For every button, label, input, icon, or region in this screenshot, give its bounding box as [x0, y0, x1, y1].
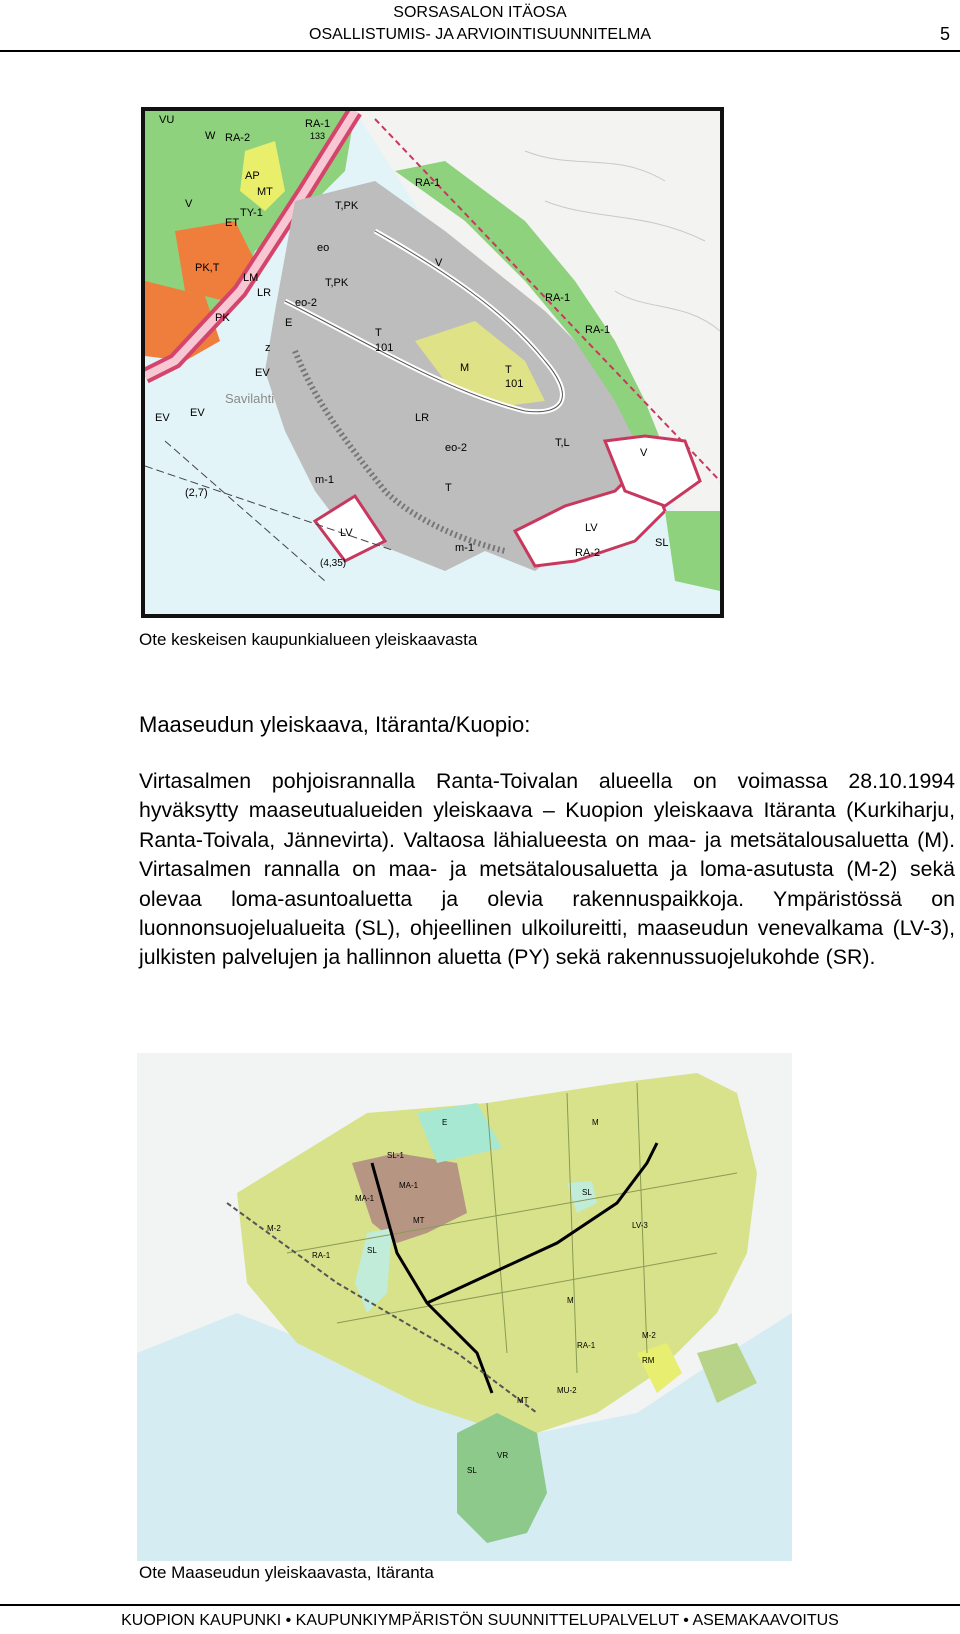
map1-label-eo: eo: [317, 242, 330, 254]
map1-label-101: 101: [375, 342, 394, 354]
map1-label-et: ET: [225, 217, 240, 229]
map2-label-sl-3: SL: [467, 1466, 477, 1475]
map1-label-lv-2: LV: [585, 522, 598, 534]
map1-label-m1: m-1: [315, 474, 334, 486]
map1-label-ap: AP: [245, 170, 260, 182]
map1-label-v-3: V: [640, 447, 648, 459]
map2-caption: Ote Maaseudun yleiskaavasta, Itäranta: [139, 1563, 434, 1582]
map1-label-133: 133: [310, 131, 326, 141]
map1-label-ra2: RA-2: [225, 132, 251, 144]
map2-label-mt-2: MT: [517, 1396, 529, 1405]
map1-label-savilahti: Savilahti: [225, 391, 275, 406]
map1-label-tl: T,L: [555, 437, 570, 449]
map1-label-ev: EV: [255, 367, 270, 379]
map1-label-lm: LM: [243, 272, 259, 284]
map1-label-ev-2: EV: [155, 412, 170, 424]
section-paragraph: Virtasalmen pohjoisrannalla Ranta-Toivalan alueella on voimassa 28.10.1994 hyväksytty maaseutualueiden yleiskaava – Kuopion yleiskaava Itäranta (Kurkiharju, Ranta-Toivala, Jännevirta). Valtaosa lähialueesta on maa- ja metsätalousaluetta (M). Virtasalmen rannalla on maa- ja metsätalousaluetta ja loma-asutusta (M-2) sekä olevaa loma-asuntoaluetta ja olevia rakennuspaikkoja. Ympäristössä on luonnonsuojelualueita (SL), ohjeellinen ulkoilureitti, maaseudun venevalkama (LV-3), julkisten palvelujen ja hallinnon aluetta (PY) sekä rakennussuojelukohde (SR).: [139, 769, 955, 970]
footer-divider: [0, 1604, 960, 1606]
section-heading: Maaseudun yleiskaava, Itäranta/Kuopio:: [139, 712, 531, 737]
map2-label-e: E: [442, 1118, 448, 1127]
map1-label-dim1: (2,7): [185, 487, 208, 499]
map1-label-mt: MT: [257, 186, 273, 198]
map1-caption: Ote keskeisen kaupunkialueen yleiskaavasta: [139, 630, 478, 649]
city-master-plan-map: [141, 107, 724, 618]
map1-label-tpk: T,PK: [335, 200, 359, 212]
map2-label-ra1: RA-1: [312, 1251, 331, 1260]
map1-label-t-2: T: [505, 364, 512, 376]
map1-label-dim2: (4,35): [320, 558, 347, 569]
page-number: 5: [939, 24, 950, 44]
map1-label-ra1-d: RA-1: [585, 324, 611, 336]
map1-label-lv: LV: [340, 527, 353, 539]
map2-label-mu2: MU-2: [557, 1386, 577, 1395]
map1-label-pk: PK: [215, 312, 230, 324]
map1-label-ra1: RA-1: [305, 118, 331, 130]
map1-label-eo2: eo-2: [295, 297, 318, 309]
map1-label-vu: VU: [159, 114, 175, 126]
map1-label-ra2-2: RA-2: [575, 547, 601, 559]
map2-label-ra1-b: RA-1: [577, 1341, 596, 1350]
map1-label-e: E: [285, 317, 293, 329]
map2-label-lv3: LV-3: [632, 1221, 648, 1230]
map2-label-m2-b: M-2: [642, 1331, 656, 1340]
map2-label-sl-2: SL: [582, 1188, 592, 1197]
map1-label-v: V: [185, 198, 193, 210]
header-divider: [0, 50, 960, 52]
map1-label-lr: LR: [257, 287, 272, 299]
map1-label-ra1-c: RA-1: [545, 292, 571, 304]
page-footer: KUOPION KAUPUNKI • KAUPUNKIYMPÄRISTÖN SUUNNITTELUPALVELUT • ASEMAKAAVOITUS: [121, 1612, 839, 1629]
map2-label-mt: MT: [413, 1216, 425, 1225]
map1-label-m1-2: m-1: [455, 542, 474, 554]
map1-label-lr-2: LR: [415, 412, 430, 424]
map1-label-m: M: [460, 362, 470, 374]
map2-label-sl: SL: [367, 1246, 377, 1255]
map1-label-w: W: [205, 130, 216, 142]
map2-label-sl1: SL-1: [387, 1151, 404, 1160]
rural-master-plan-map: [137, 1053, 792, 1561]
header-title-line2: OSALLISTUMIS- JA ARVIOINTISUUNNITELMA: [309, 26, 651, 43]
map2-label-m2: M-2: [267, 1224, 281, 1233]
map2-label-rm: RM: [642, 1356, 655, 1365]
map1-label-ev-3: EV: [190, 407, 205, 419]
map1-label-tpk-2: T,PK: [325, 277, 349, 289]
map2-label-m-2: M: [567, 1296, 574, 1305]
map1-label-z: z: [265, 342, 271, 354]
map1-label-eo2-b: eo-2: [445, 442, 468, 454]
city-master-plan-drawing: [145, 111, 720, 614]
map2-label-ma: MA-1: [355, 1194, 375, 1203]
map1-label-v-2: V: [435, 257, 443, 269]
map1-label-sl: SL: [655, 537, 669, 549]
map2-label-vr: VR: [497, 1451, 509, 1460]
map2-label-ma1: MA-1: [399, 1181, 419, 1190]
map2-label-m: M: [592, 1118, 599, 1127]
map1-label-pkt: PK,T: [195, 262, 220, 274]
page-header: [0, 0, 960, 52]
header-title-line1: SORSASALON ITÄOSA: [393, 4, 567, 21]
map1-label-ty1: TY-1: [240, 207, 263, 219]
map1-label-ra1-b: RA-1: [415, 177, 441, 189]
map1-label-t-3: T: [445, 482, 452, 494]
map1-label-101-2: 101: [505, 378, 524, 390]
map1-label-t: T: [375, 327, 382, 339]
rural-master-plan-drawing: [137, 1053, 792, 1561]
